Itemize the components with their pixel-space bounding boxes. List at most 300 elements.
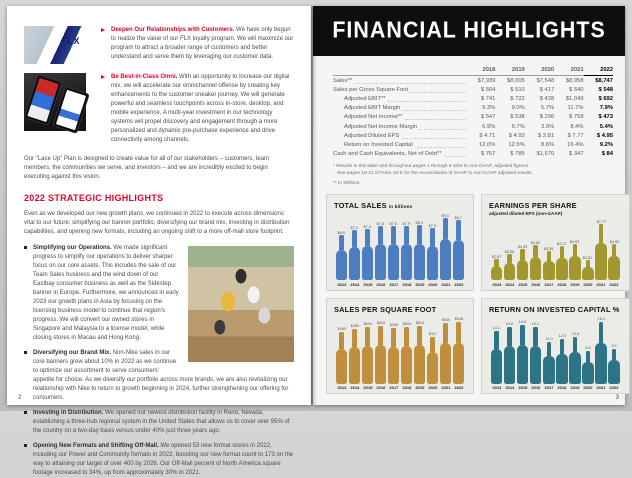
bar-body	[453, 240, 465, 280]
bar-body	[362, 346, 374, 384]
bar-year-label: 2015	[518, 281, 528, 287]
list-item	[33, 244, 294, 343]
bar-column	[542, 316, 555, 391]
page-number-left: 2	[18, 395, 22, 401]
table-year-row	[333, 65, 613, 76]
bar-value-label: $4.29	[517, 243, 528, 249]
bar-column	[348, 316, 361, 391]
row-label-cell	[333, 150, 466, 159]
bar-neck	[612, 349, 617, 361]
chart-plot	[334, 210, 466, 287]
bar-column	[490, 316, 503, 391]
right-page	[313, 6, 625, 405]
bar-year-label: 2017	[544, 281, 554, 287]
mobile-app-photo	[24, 73, 86, 131]
bar	[440, 323, 452, 384]
table-row	[333, 104, 613, 113]
bar-value-label: $8.0	[415, 219, 424, 225]
table-cell: $ 504	[480, 86, 496, 93]
bar-year-label: 2020	[583, 385, 593, 390]
bar-value-label: $7.77	[596, 218, 606, 224]
row-label: Adjusted Net Income**	[333, 114, 404, 120]
chart-subtitle: in billions	[388, 204, 413, 209]
bar	[362, 229, 374, 280]
row-label-cell	[333, 104, 466, 113]
bar	[453, 220, 465, 280]
bar-neck	[391, 226, 396, 244]
bar-value-label: $4.82	[531, 239, 541, 245]
bullet-text: We opened 53 new format stores in 2022, including our Power and Community formats in 2022, boosting our new format count to 173 on the way to attaining our target of over 400 by 2026. Our Off-Mall percent of North America square footage increased to 34%, up from approximately 30% in 2021.	[33, 442, 294, 476]
year-header: 2020	[525, 65, 554, 76]
bullet-text: With an opportunity to increase our digital mix, we will accelerate our omnichannel offense by creating key enhancements to the customer sneaker journey. We will generate powerful and seamless touchpoints across in-store, desktop, and mobile experience. A multi-year investment in our technology systems will propel discovery and engagement through a more personalized and dynamic pre-purchase experience and drive connectivity among channels.	[111, 74, 290, 143]
bar	[440, 218, 452, 280]
bar-value-label: 8.6	[585, 345, 591, 350]
bar-value-label: $7.2	[350, 224, 359, 230]
chart-card	[326, 298, 474, 395]
bar-year-label: 2022	[454, 281, 463, 287]
bar-year-label: 2014	[505, 281, 515, 287]
bar-neck	[494, 331, 499, 349]
bar-neck	[612, 244, 617, 256]
bar-column	[426, 212, 439, 287]
flx-loyalty-photo	[24, 26, 86, 64]
table-cell: 5.7%	[540, 105, 555, 112]
table-cell: 16.4%	[567, 141, 584, 148]
table-row	[333, 140, 613, 149]
bar-value-label: $7.8	[376, 220, 385, 226]
bar-column	[361, 316, 374, 391]
bar-year-label: 2019	[570, 281, 580, 287]
chart-title: RETURN ON INVESTED CAPITAL %	[489, 304, 620, 314]
bar	[569, 244, 581, 280]
bar-neck	[378, 326, 383, 346]
bar-body	[401, 346, 413, 384]
row-label: Adjusted Diluted EPS	[333, 133, 401, 139]
bar-column	[348, 212, 361, 287]
table-cell: 12.0%	[478, 141, 496, 148]
bar-year-label: 2022	[609, 281, 619, 287]
bar-value-label: $7.4	[363, 223, 372, 229]
bar-body	[517, 260, 529, 280]
bar-column	[374, 316, 387, 391]
bar-body	[336, 349, 348, 383]
bar-body	[491, 349, 503, 384]
bar-body	[517, 345, 529, 384]
bar-body	[336, 250, 348, 280]
chart-title: TOTAL SALES	[334, 201, 387, 210]
bar-column	[529, 218, 542, 287]
bar-year-label: 2019	[570, 385, 580, 390]
bar-value-label: $8.7	[454, 214, 463, 220]
bar-body	[582, 362, 594, 384]
page-title: FINANCIAL HIGHLIGHTS	[332, 17, 606, 44]
table-cell: $8,958	[565, 77, 584, 84]
bar-year-label: 2019	[415, 281, 424, 287]
row-label: Sales**	[333, 77, 353, 84]
left-page	[7, 6, 311, 476]
bar-column	[400, 316, 413, 391]
bar-body	[595, 243, 607, 280]
bar-column	[568, 218, 581, 287]
bullet-title: Opening New Formats and Shifting Off-Mall.	[33, 442, 159, 449]
financial-highlights-table	[333, 65, 613, 159]
bar-column	[581, 218, 594, 287]
bar-body	[556, 354, 568, 384]
bar-column	[516, 316, 529, 391]
row-label-cell	[333, 113, 466, 122]
bar-year-label: 2020	[428, 385, 437, 390]
chart-card	[481, 194, 630, 291]
table-cell: $ 7.77	[567, 132, 584, 139]
bar-column	[426, 316, 439, 391]
row-label: Adjusted EBIT**	[333, 96, 388, 102]
bar-year-label: 2017	[544, 385, 554, 390]
table-cell: 8.6%	[540, 141, 555, 148]
table-row	[333, 150, 613, 159]
bar	[556, 246, 568, 280]
bar-column	[361, 212, 374, 287]
table-row	[333, 131, 613, 140]
lace-up-paragraph: Our "Lace Up" Plan is designed to create value for all of our stakeholders – customers, team members, the communities we serve, and investors – and we are incredibly excited to begin executing against this vision.	[24, 156, 270, 180]
chart-subtitle: adjusted diluted EPS (non-GAAP)	[489, 211, 563, 216]
row-label-cell	[333, 94, 466, 103]
row-label-cell	[333, 76, 466, 86]
chart-plot	[489, 314, 622, 391]
bar-neck	[378, 226, 383, 244]
bar-year-label: 2017	[389, 385, 398, 390]
bullet-arrow-icon	[101, 75, 105, 79]
bar-body	[543, 356, 555, 384]
bar-year-label: 2018	[402, 281, 411, 287]
year-header: 2021	[554, 65, 583, 76]
bar	[556, 339, 568, 384]
bar-neck	[365, 229, 370, 246]
bar	[388, 328, 400, 384]
bullet-text: Non-Nike sales in our core banners grew about 10% in 2022 as we continue to optimize our assortment to serve consumers' appetite for choice. As we diversify our portfolio across more brands, we are also revitalizing our relationship with Nike to return to growth beginning in 2024, further strengthening our offering for consumers.	[33, 349, 289, 401]
bar-neck	[560, 339, 565, 354]
bar	[595, 322, 607, 384]
bar-year-label: 2016	[376, 385, 385, 390]
bar-column	[529, 316, 542, 391]
bar-year-label: 2013	[337, 385, 346, 390]
bar-value-label: $7.5	[428, 222, 437, 228]
row-label-cell	[333, 85, 466, 94]
bar-column	[503, 218, 516, 287]
bar-body	[504, 346, 516, 384]
bar-year-label: 2018	[402, 385, 411, 390]
bullet-arrow-icon	[101, 28, 105, 32]
bar-body	[388, 244, 400, 280]
bullet-title: Investing in Distribution.	[33, 409, 104, 416]
table-cell: $1,570	[536, 151, 555, 158]
bar-neck	[560, 246, 565, 258]
bar	[453, 322, 465, 384]
bar-year-label: 2016	[376, 281, 385, 287]
bar-year-label: 2022	[609, 385, 619, 390]
bar-neck	[520, 325, 525, 345]
chart-plot	[489, 216, 622, 287]
bar-body	[440, 239, 452, 280]
bar-value-label: $460	[337, 326, 346, 331]
row-label-cell	[333, 140, 466, 149]
bar-value-label: 11.0	[545, 336, 553, 341]
bar-body	[530, 346, 542, 384]
table-cell: 3.9%	[540, 123, 555, 130]
bar-body	[414, 244, 426, 280]
table-cell: $7,548	[536, 77, 555, 84]
bar-body	[401, 244, 413, 280]
table-cell: 8.4%	[570, 123, 584, 130]
bar-neck	[573, 337, 578, 353]
bar-year-label: 2020	[428, 281, 437, 287]
bar-body	[504, 263, 516, 280]
bar-year-label: 2021	[596, 385, 606, 390]
year-header: 2019	[495, 65, 524, 76]
bar-value-label: $3.58	[504, 248, 515, 254]
table-cell: $ 540	[569, 86, 584, 93]
bar-body	[440, 343, 452, 383]
bar-column	[490, 218, 503, 287]
bar-value-label: 15.1	[532, 321, 540, 326]
bar-year-label: 2015	[363, 281, 372, 287]
bar-year-label: 2018	[557, 385, 567, 390]
bar-year-label: 2014	[505, 385, 515, 390]
table-cell: $1,049	[565, 95, 584, 102]
bar-neck	[404, 226, 409, 244]
bar-neck	[391, 328, 396, 347]
bar-neck	[417, 225, 422, 244]
table-cell: $ 538	[510, 114, 525, 121]
table-cell: 7.9%	[599, 105, 613, 112]
footnote: ** In Millions	[333, 180, 360, 186]
bar-neck	[456, 322, 461, 343]
bullet-text: We have only begun to realize the value of our FLX loyalty program. We will maximize our program to attract a broader range of customers and better understand and serve them by leveraging our customer data.	[111, 27, 294, 60]
bar-neck	[547, 251, 552, 261]
table-cell: 5.4%	[599, 123, 613, 130]
year-header-spacer	[333, 65, 466, 76]
bar	[530, 245, 542, 280]
bar-value-label: 14.1	[492, 325, 501, 330]
bar	[543, 342, 555, 384]
list-item	[33, 349, 294, 403]
bar	[401, 226, 413, 280]
bar-year-label: 2015	[363, 385, 372, 390]
bar-body	[556, 258, 568, 280]
bar-neck	[404, 327, 409, 346]
table-cell: $ 510	[510, 86, 525, 93]
bar-column	[400, 212, 413, 287]
table-cell: $8,747	[595, 77, 613, 84]
bar	[608, 244, 620, 280]
bar-year-label: 2021	[596, 281, 606, 287]
bar-year-label: 2013	[492, 281, 501, 287]
bar	[543, 251, 555, 280]
bar-neck	[507, 327, 512, 346]
bar-column	[387, 316, 400, 391]
bar-neck	[430, 337, 435, 353]
row-label-cell	[333, 131, 466, 140]
footnote: * Results in this table and throughout pages 1 through 8 refer to non-GAAP, adjusted figures.	[333, 163, 530, 169]
bar-column	[595, 316, 608, 391]
table-cell: $ 473	[598, 114, 613, 121]
bullet-title: Deepen Our Relationships with Customers.	[111, 27, 235, 33]
table-row	[333, 76, 613, 86]
bar	[336, 332, 348, 384]
bullet-title: Be Best-in-Class Omni.	[111, 74, 178, 80]
bar-body	[608, 360, 620, 383]
bar-value-label: $4.93	[570, 238, 580, 244]
bar-value-label: $548	[454, 316, 463, 321]
bar-neck	[494, 259, 499, 266]
bar-body	[349, 247, 361, 280]
charts-grid	[326, 194, 620, 394]
row-label-cell	[333, 122, 466, 131]
table-cell: 9.2%	[599, 141, 613, 148]
bar-body	[362, 246, 374, 280]
bar	[517, 249, 529, 280]
section-intro: Even as we developed our new growth plans, we continued in 2022 to execute across dimensions vital to our future: simplifying our banner portfolio, diversifying our brand mix, investing in distribution capabilities, and opening new formats, including an ongoing shift to a more off-mall store footprint.	[24, 210, 290, 235]
bar-column	[581, 316, 594, 391]
bar-year-label: 2016	[531, 281, 541, 287]
bar-value-label: $504	[402, 321, 411, 326]
bar	[491, 331, 503, 384]
bar	[336, 235, 348, 280]
table-cell: $ 547	[480, 114, 496, 121]
bar	[375, 226, 387, 280]
bar-neck	[599, 224, 604, 243]
bar-neck	[533, 245, 538, 257]
list-item	[33, 442, 294, 478]
bar	[375, 326, 387, 384]
bar-column	[335, 316, 348, 391]
bar-column	[503, 316, 516, 391]
bar-column	[608, 316, 621, 391]
table-cell: 9.3%	[482, 105, 496, 112]
bar-year-label: 2022	[454, 385, 463, 390]
bar-year-label: 2021	[441, 281, 450, 287]
bar-year-label: 2015	[518, 385, 528, 390]
bullet-text: We opened our newest distribution facility in Reno, Nevada, establishing a three-hub regional system in the United States that allows us to cover over 95% of the country on a two-day basis versus under 40% just three years ago.	[33, 409, 290, 434]
table-cell: $ 741	[480, 95, 496, 102]
bar-neck	[352, 329, 357, 348]
list-item	[33, 409, 294, 436]
bar-column	[439, 212, 452, 287]
bar	[388, 226, 400, 280]
bar	[349, 329, 361, 384]
bar-body	[569, 256, 581, 280]
page-number-right: 3	[615, 395, 619, 401]
bar-value-label: $6.5	[337, 229, 346, 235]
bar-column	[542, 218, 555, 287]
table-cell: $ 4.93	[508, 132, 525, 139]
table-cell: $ 758	[569, 114, 584, 121]
bar-column	[374, 212, 387, 287]
bar-column	[413, 316, 426, 391]
bar-body	[543, 261, 555, 280]
bar-neck	[573, 244, 578, 256]
bar	[504, 254, 516, 280]
strategic-highlights-section	[24, 244, 294, 478]
table-cell: $ 767	[480, 151, 496, 158]
bar-column	[595, 218, 608, 287]
row-label: Adjusted Net Income Margin	[333, 124, 419, 130]
bar-year-label: 2021	[441, 385, 450, 390]
bar-column	[516, 218, 529, 287]
table-cell: $ 548	[598, 86, 613, 93]
bar-neck	[443, 323, 448, 344]
bar	[595, 224, 607, 280]
table-cell: 12.5%	[508, 141, 525, 148]
bar-neck	[430, 228, 435, 246]
table-cell: $ 785	[510, 151, 525, 158]
bar-neck	[339, 235, 344, 250]
chart-card	[481, 298, 630, 395]
bar-value-label: $7.8	[389, 220, 398, 226]
bar-neck	[599, 322, 604, 343]
table-cell: 6.9%	[482, 123, 496, 130]
table-cell: $ 722	[510, 95, 525, 102]
bar-value-label: 12.5	[571, 331, 579, 336]
bar-neck	[417, 326, 422, 346]
bar-value-label: $2.81	[583, 254, 593, 260]
bar-neck	[586, 260, 591, 267]
bar-value-label: $4.95	[609, 238, 619, 244]
table-cell: $ 428	[539, 95, 555, 102]
table-row	[333, 113, 613, 122]
bar-body	[491, 266, 503, 280]
table-cell: $ 296	[539, 114, 555, 121]
bar	[491, 259, 503, 280]
table-row	[333, 94, 613, 103]
bar	[401, 327, 413, 384]
table-cell: 6.7%	[511, 123, 525, 130]
bar	[349, 230, 361, 280]
table-cell: $ 347	[569, 151, 584, 158]
table-cell: $7,939	[477, 77, 496, 84]
bar	[582, 260, 594, 280]
bar-column	[568, 316, 581, 391]
bar-value-label: 16.4	[597, 316, 605, 321]
row-label: Sales per Gross Square Foot	[333, 86, 409, 93]
bar-body	[414, 345, 426, 383]
bar	[414, 225, 426, 280]
bar-body	[375, 244, 387, 280]
bar-body	[427, 246, 439, 280]
bar	[582, 351, 594, 384]
bar-body	[453, 343, 465, 384]
chart-title: EARNINGS PER SHARE	[489, 201, 577, 210]
bar-value-label: $540	[441, 317, 450, 322]
bar-neck	[352, 230, 357, 247]
table-cell: 11.7%	[567, 105, 584, 112]
bar	[504, 327, 516, 384]
bar-value-label: $2.87	[491, 253, 502, 259]
bar-column	[335, 212, 348, 287]
bullet-text: We made significant progress to simplify our operations to deliver sharper focus on our core assets. This includes the sale of our Team Sales business and the wind down of our Eastbay consumer business as well as the Sidestep banner in Europe. Furthermore, we announced in early 2023 our growth plans in Asia by focusing on the licensing business model to continue that region's progress. We will convert our owned stores in Singapore and Malaysia to a license model, while closing stores in Macau and Hong Kong.	[33, 244, 179, 341]
table-cell: $ 4.95	[596, 132, 613, 139]
bar-value-label: $504	[363, 321, 372, 326]
bar-value-label: $510	[415, 320, 424, 325]
bar-value-label: $495	[389, 322, 398, 327]
bar-value-label: $4.71	[557, 240, 567, 246]
bar-column	[608, 218, 621, 287]
bar-year-label: 2017	[389, 281, 398, 287]
bar-neck	[456, 220, 461, 240]
bar-body	[608, 256, 620, 280]
top-section	[24, 26, 294, 145]
bar-value-label: 15.0	[505, 321, 514, 326]
bar	[530, 327, 542, 384]
